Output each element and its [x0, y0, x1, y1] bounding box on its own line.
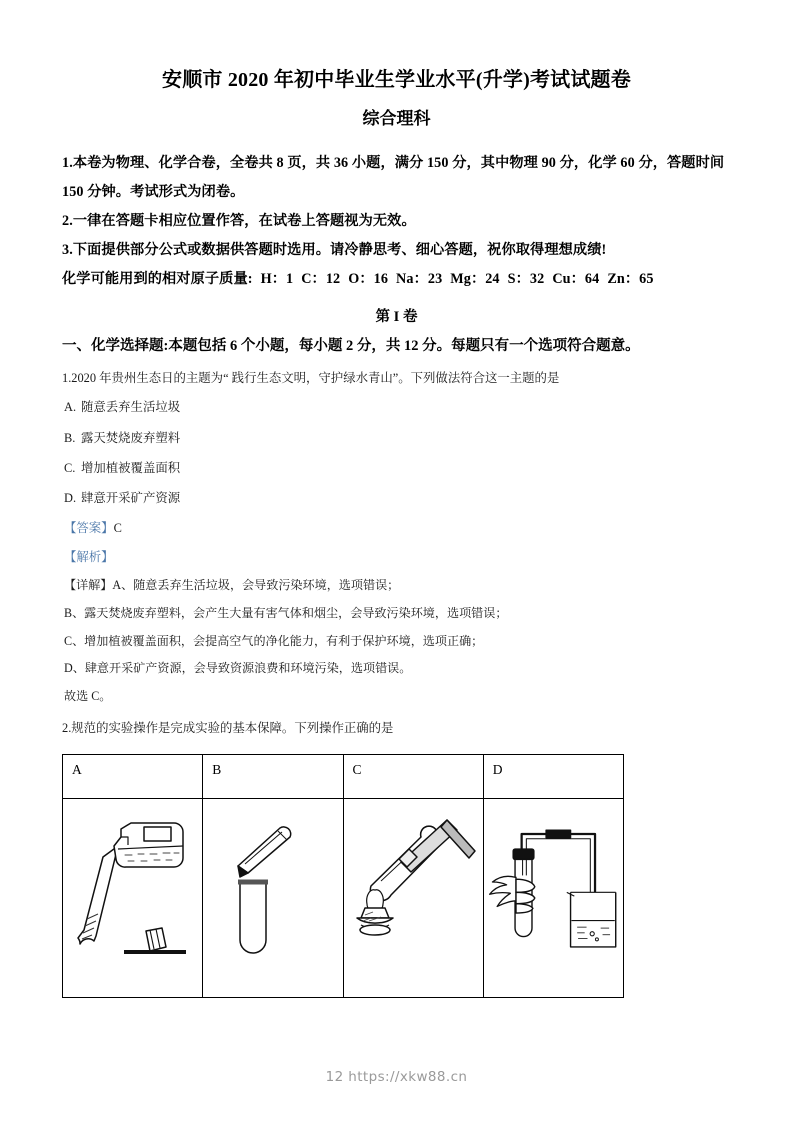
instruction-line-1: 1.本卷为物理、化学合卷，全卷共 8 页，共 36 小题，满分 150 分，其中物理 90 分，化学 60 分，答题时间 150 分钟。考试形式为闭卷。: [62, 154, 725, 200]
question-1-answer: [62, 514, 731, 543]
atomic-mass-h: H：1: [260, 271, 294, 288]
question-1-option-d[interactable]: [62, 483, 731, 513]
option-c-letter: C.: [64, 460, 76, 475]
atomic-mass-c: C：12: [301, 271, 341, 288]
question-1: [62, 365, 731, 711]
option-d-letter: D.: [64, 491, 77, 506]
question-1-option-a[interactable]: [62, 392, 731, 422]
table-header-d: D: [483, 754, 623, 798]
option-c-text: 增加植被覆盖面积: [81, 460, 181, 475]
question-1-detail-b: B、露天焚烧废弃塑料，会产生大量有害气体和烟尘，会导致污染环境，选项错误；: [64, 605, 508, 620]
table-header-c: C: [343, 754, 483, 798]
atomic-mass-na: Na：23: [396, 271, 443, 288]
atomic-mass-o: O：16: [348, 271, 389, 288]
question-1-analysis-label: [62, 543, 731, 572]
table-cell-figure-a[interactable]: [63, 798, 203, 997]
table-cell-figure-c[interactable]: [343, 798, 483, 997]
question-1-stem: 1.2020 年贵州生态日的主题为“ 践行生态文明，守护绿水青山”。下列做法符合这一主题的是: [62, 371, 560, 386]
analysis-label: 【解析】: [64, 549, 114, 564]
instructions-block: [62, 149, 731, 295]
atomic-mass-line: [62, 265, 731, 294]
atomic-mass-cu: Cu：64: [552, 271, 600, 288]
pouring-liquid-from-reagent-bottle-into-test-tube-icon: [70, 818, 196, 978]
option-a-letter: A.: [64, 400, 77, 415]
table-row-figures: [63, 798, 624, 997]
question-1-detail-a: 【详解】A、随意丢弃生活垃圾，会导致污染环境，选项错误；: [64, 577, 400, 592]
option-a-text: 随意丢弃生活垃圾: [81, 400, 181, 415]
page-subtitle: 综合理科: [362, 109, 431, 128]
footer-watermark: 12 https://xkw88.cn: [325, 1069, 468, 1085]
table-row-headers: [63, 754, 624, 798]
table-header-b: B: [203, 754, 343, 798]
table-header-a: A: [63, 754, 203, 798]
answer-value: C: [113, 520, 122, 535]
question-2-stem: 2.规范的实验操作是完成实验的基本保障。下列操作正确的是: [62, 721, 394, 736]
atomic-mass-mg: Mg：24: [450, 271, 500, 288]
answer-label: 【答案】: [64, 520, 114, 535]
question-1-detail-d: D、肆意开采矿产资源，会导致资源浪费和环境污染，选项错误。: [64, 661, 412, 676]
heating-test-tube-over-alcohol-lamp-icon: [349, 818, 477, 978]
question-1-detail-conclusion: 故选 C。: [64, 689, 112, 704]
question-2-options-table: [62, 754, 624, 998]
option-b-text: 露天焚烧废弃塑料: [81, 430, 181, 445]
question-1-option-c[interactable]: [62, 453, 731, 483]
question-1-detail-c: C、增加植被覆盖面积，会提高空气的净化能力，有利于保护环境，选项正确；: [64, 633, 484, 648]
table-cell-figure-b[interactable]: [203, 798, 343, 997]
question-2: [62, 715, 731, 998]
page-title: 安顺市 2020 年初中毕业生学业水平(升学)考试试题卷: [162, 69, 631, 91]
instruction-line-2: 2.一律在答题卡相应位置作答，在试卷上答题视为无效。: [62, 213, 416, 230]
volume-marker: 第 I 卷: [375, 309, 418, 326]
atomic-mass-label: 化学可能用到的相对原子质量:: [62, 271, 253, 288]
instruction-line-3: 3.下面提供部分公式或数据供答题时选用。请冷静思考、细心答题，祝你取得理想成绩!: [62, 242, 607, 259]
table-cell-figure-d[interactable]: [483, 798, 623, 997]
question-1-option-b[interactable]: [62, 423, 731, 453]
option-d-text: 肆意开采矿产资源: [81, 491, 181, 506]
atomic-mass-s: S：32: [507, 271, 545, 288]
option-b-letter: B.: [64, 430, 76, 445]
checking-apparatus-airtightness-with-beaker-icon: [484, 818, 623, 978]
dropper-above-test-tube-icon: [218, 818, 328, 978]
section-header: 一、化学选择题:本题包括 6 个小题，每小题 2 分，共 12 分。每题只有一个选项符合题意。: [62, 338, 640, 355]
atomic-mass-zn: Zn：65: [607, 271, 654, 288]
